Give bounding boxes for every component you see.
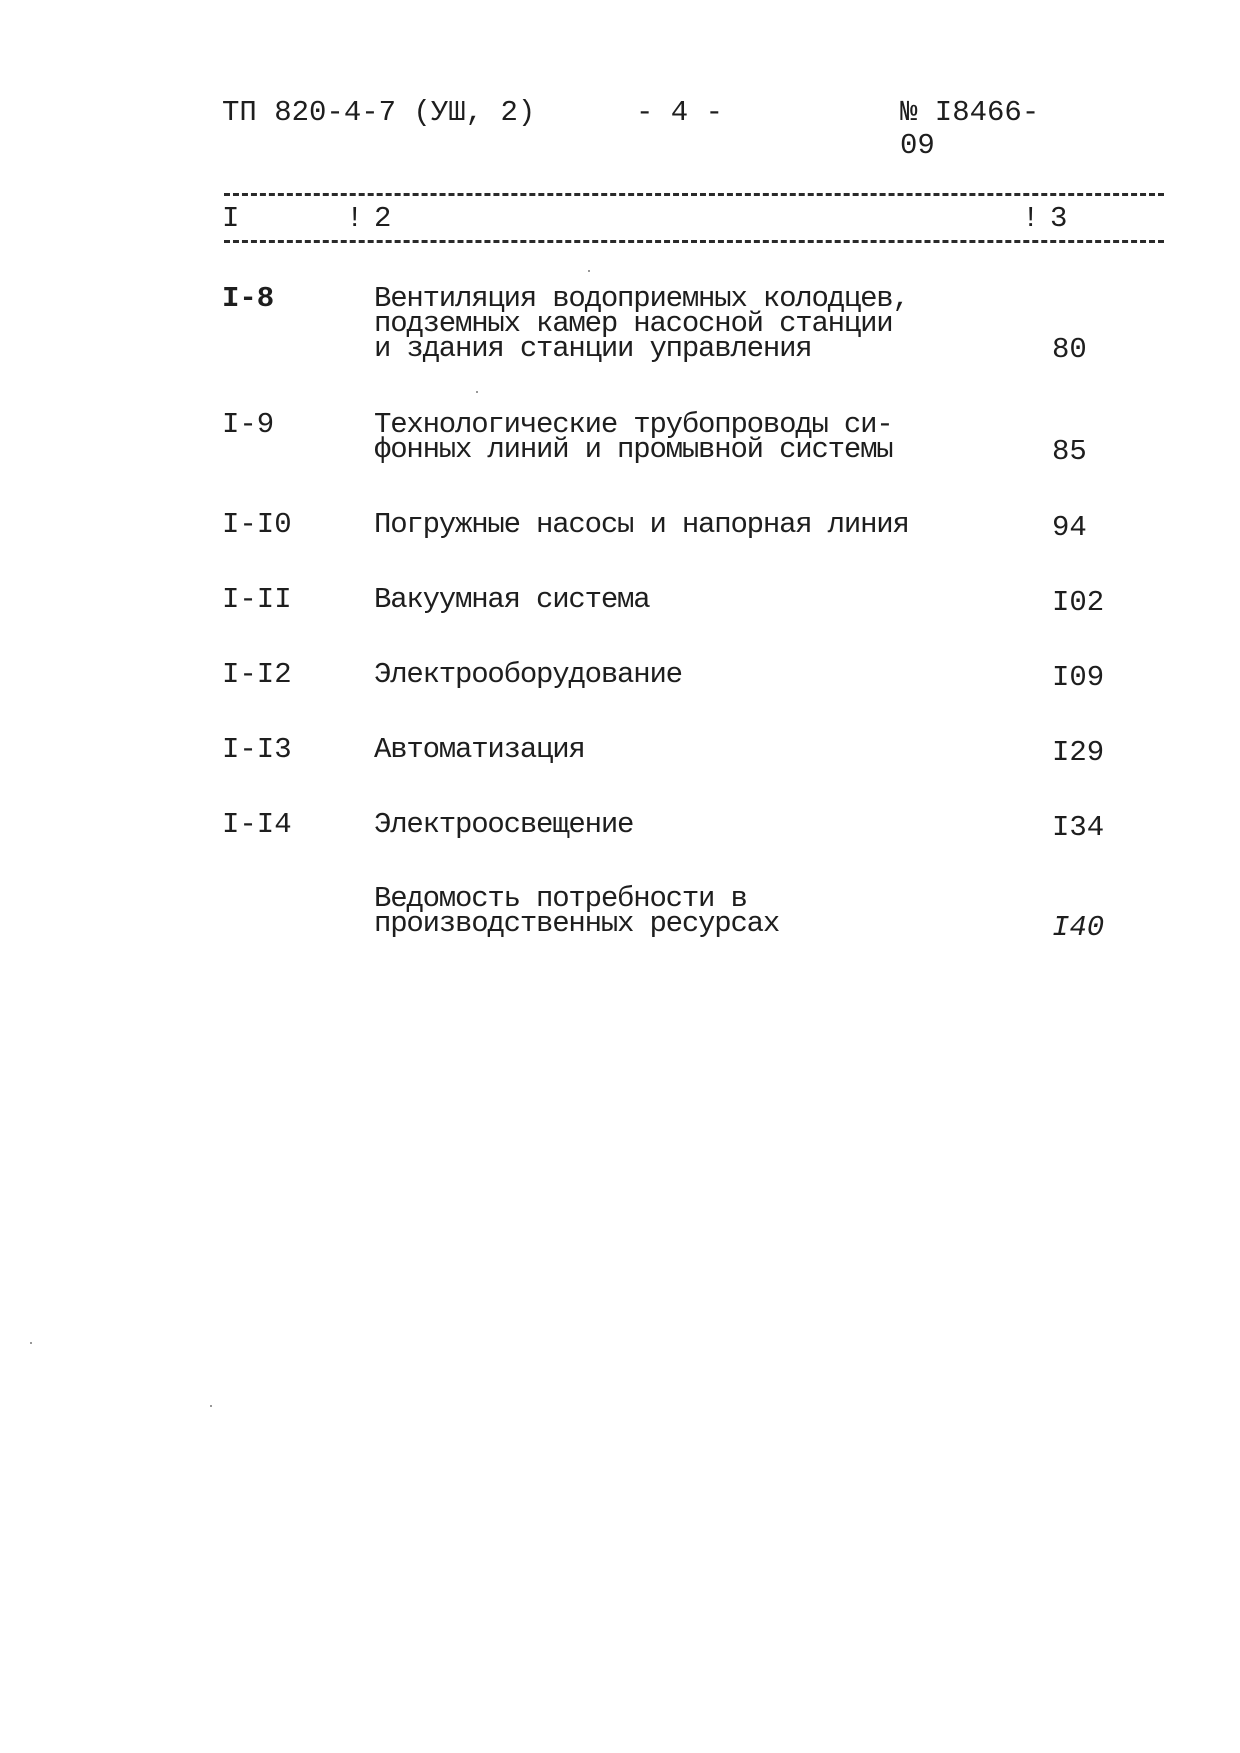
scan-speck bbox=[588, 270, 590, 272]
section-page: I34 bbox=[1052, 811, 1105, 844]
section-title: Вакуумная система bbox=[374, 583, 650, 616]
column-1-label: I bbox=[222, 202, 240, 235]
section-page: I40 bbox=[1052, 911, 1105, 944]
column-separator: ! bbox=[346, 202, 364, 235]
scan-speck bbox=[476, 391, 478, 393]
section-code: I-I3 bbox=[222, 733, 292, 766]
page-number: - 4 - bbox=[636, 96, 724, 129]
column-3-label: 3 bbox=[1050, 202, 1068, 235]
section-code: I-8 bbox=[222, 282, 275, 315]
section-title: Ведомость потребности в производственных ресурсах bbox=[374, 882, 780, 940]
section-page: I29 bbox=[1052, 736, 1105, 769]
toc-row bbox=[222, 583, 1122, 619]
section-code: I-9 bbox=[222, 408, 275, 441]
section-code: I-I4 bbox=[222, 808, 292, 841]
section-page: I02 bbox=[1052, 586, 1105, 619]
section-title: Погружные насосы и напорная линия bbox=[374, 508, 909, 541]
document-number: № I8466-09 bbox=[900, 96, 1040, 162]
toc-row bbox=[222, 808, 1122, 844]
toc-row bbox=[222, 658, 1122, 694]
section-title: Электроосвещение bbox=[374, 808, 634, 841]
toc-row bbox=[222, 508, 1122, 544]
section-title: Автоматизация bbox=[374, 733, 585, 766]
section-page: 80 bbox=[1052, 333, 1087, 366]
section-title: Технологические трубопроводы си- фонных линий и промывной системы bbox=[374, 408, 893, 466]
section-code: I-I0 bbox=[222, 508, 292, 541]
section-title: Вентиляция водоприемных колодцев, подземных камер насосной станции и здания станции управления bbox=[374, 282, 909, 365]
section-page: 85 bbox=[1052, 435, 1087, 468]
section-page: I09 bbox=[1052, 661, 1105, 694]
scan-speck bbox=[210, 1405, 212, 1407]
column-2-label: 2 bbox=[374, 202, 392, 235]
toc-row bbox=[222, 882, 1122, 944]
column-separator: ! bbox=[1022, 202, 1040, 235]
section-title: Электрооборудование bbox=[374, 658, 682, 691]
section-code: I-I2 bbox=[222, 658, 292, 691]
section-code: I-II bbox=[222, 583, 292, 616]
toc-row bbox=[222, 733, 1122, 769]
toc-row bbox=[222, 408, 1122, 468]
toc-row bbox=[222, 282, 1122, 366]
scan-speck bbox=[30, 1342, 32, 1344]
section-page: 94 bbox=[1052, 511, 1087, 544]
document-code: ТП 820-4-7 (УШ, 2) bbox=[222, 96, 536, 129]
